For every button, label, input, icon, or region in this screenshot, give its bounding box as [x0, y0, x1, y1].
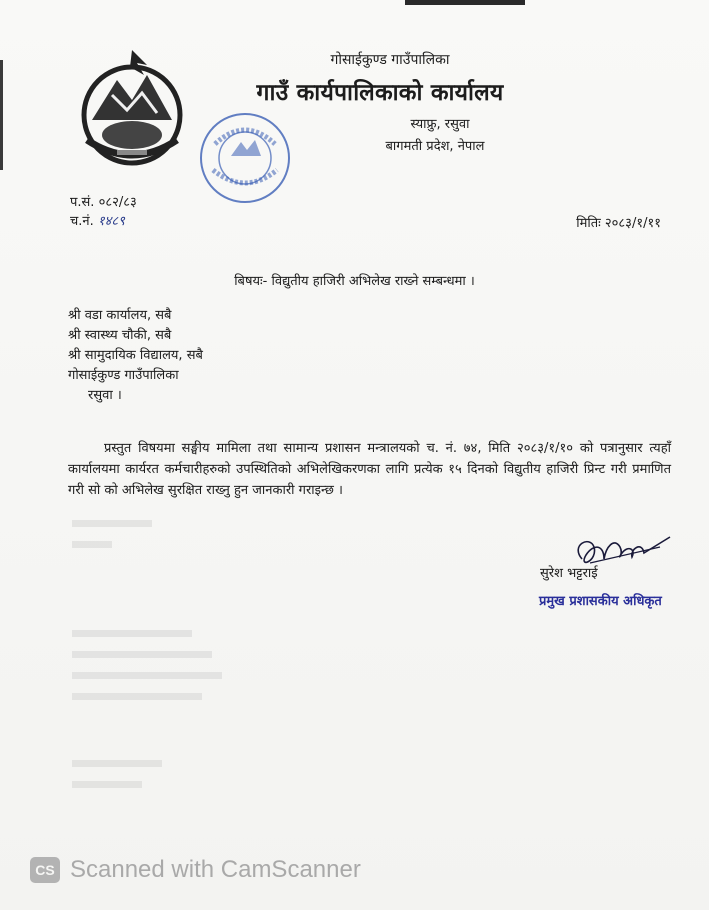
bleed-through-mark — [72, 520, 152, 527]
bleed-through-mark — [72, 672, 222, 679]
office-province: बागमती प्रदेश, नेपाल — [385, 139, 485, 154]
patra-sankhya: प.सं. ०८२/८३ — [70, 195, 137, 210]
recipient-line: श्री स्वास्थ्य चौकी, सबै — [68, 328, 172, 343]
bleed-through-mark — [72, 760, 162, 767]
recipients-block — [68, 306, 203, 406]
municipality-name: गोसाईकुण्ड गाउँपालिका — [330, 52, 450, 68]
signatory-name: सुरेश भट्टराई — [540, 566, 598, 581]
bleed-through-mark — [72, 630, 192, 637]
bleed-through-mark — [72, 781, 142, 788]
recipient-line: रसुवा । — [88, 388, 122, 403]
office-name: गाउँ कार्यपालिकाको कार्यालय — [256, 80, 504, 106]
chalani-number: च.नं. १४८९ — [70, 214, 125, 229]
scan-edge-top — [405, 0, 525, 5]
signatory-title: प्रमुख प्रशासकीय अधिकृत — [539, 594, 662, 609]
camscanner-watermark — [30, 856, 361, 884]
reference-block — [70, 193, 137, 231]
recipient-line: श्री सामुदायिक विद्यालय, सबै — [68, 348, 203, 363]
recipient-line: गोसाईकुण्ड गाउँपालिका — [68, 368, 179, 383]
office-stamp-icon — [195, 108, 295, 208]
letter-body: प्रस्तुत विषयमा सङ्घीय मामिला तथा सामान्य प्रशासन मन्त्रालयको च. नं. ७४, मिति २०८३/१/१० को पत्रानुसार त्यहाँ कार्यालयमा कार्यरत कर्मचारीहरुको उपस्थितिको अभिलेखिकरणका लागि प्रत्येक १५ दिनको विद्युतीय हाजिरी प्रिन्ट गरी प्रमाणित गरी सो को अभिलेख सुरक्षित राख्नु हुन जानकारी गराइन्छ । — [68, 441, 671, 498]
bleed-through-mark — [72, 651, 212, 658]
scan-edge-left — [0, 60, 3, 170]
office-location: स्याफ्रु, रसुवा — [410, 117, 470, 132]
letter-subject: बिषयः- विद्युतीय हाजिरी अभिलेख राख्ने सम्बन्धमा । — [234, 274, 475, 289]
bleed-through-mark — [72, 693, 202, 700]
watermark-text: Scanned with CamScanner — [70, 856, 361, 883]
nepal-emblem-icon — [72, 45, 192, 170]
letter-date: मितिः २०८३/१/११ — [576, 216, 661, 231]
camscanner-logo-icon: CS — [30, 857, 60, 883]
recipient-line: श्री वडा कार्यालय, सबै — [68, 308, 172, 323]
bleed-through-mark — [72, 541, 112, 548]
